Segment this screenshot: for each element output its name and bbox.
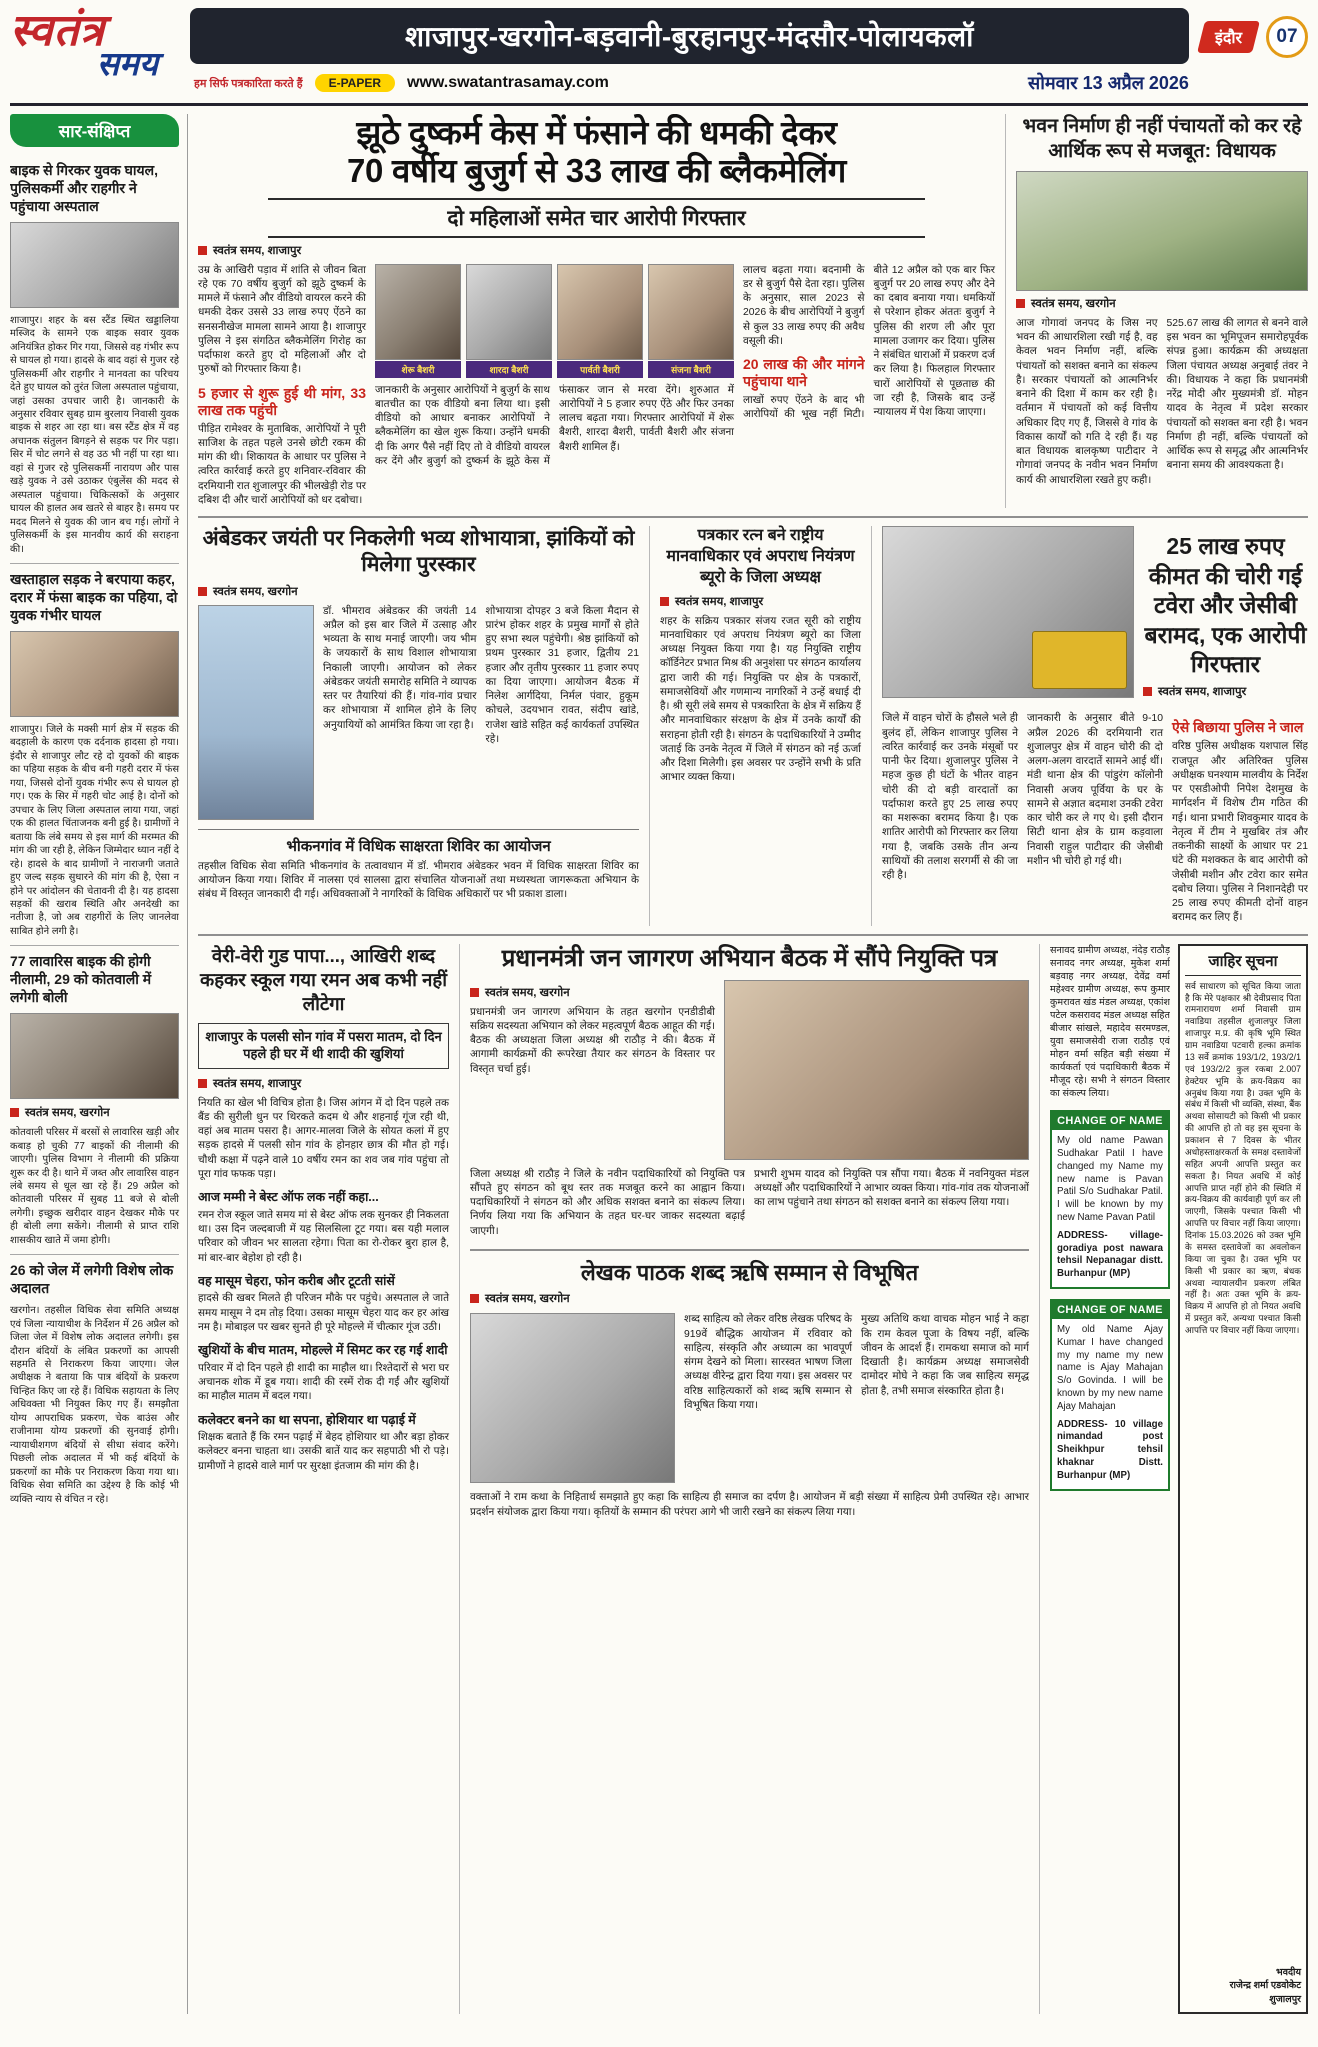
brief-body: शाजापुर। जिले के मक्सी मार्ग क्षेत्र में सड़क की बदहाली के कारण एक दर्दनाक हादसा हो गया। इंदौर से शाजापुर लौट रहे दो युवकों की बाइक का पहिया सड़क के बीच बनी गहरी दरार में फंस गया, जिससे दोनों युवक गंभीर रूप से घायल हो गए। एक के सिर में गहरी चोट आई है। दोनों को उपचार के लिए जिला अस्पताल लाया गया, जहां एक की हालत चिंताजनक बनी हुई है। ग्रामीणों ने बताया कि लंबे समय से इस मार्ग की मरम्मत की मांग की जा रही है, लेकिन जिम्मेदार ध्यान नहीं दे रहे। हादसे के बाद ग्रामीणों ने नाराजगी जताते हुए जल्द सड़क सुधारने की मांग की है, ऐसा न होने पर आंदोलन की चेतावनी दी है। यह हादसा सड़कों की खराब स्थिति और अनदेखी का नतीजा है, जो अब राहगीरों के लिए जानलेवा साबित होने लगी है। <box>10 723 179 937</box>
lead-headline-line2: 70 वर्षीय बुजुर्ग से 33 लाख की ब्लैकमेलिंग <box>346 152 847 190</box>
region-bar: शाजापुर-खरगोन-बड़वानी-बुरहानपुर-मंदसौर-पोलायकलॉ <box>190 8 1189 64</box>
lead-photo-block <box>375 264 734 509</box>
felicitation-photo <box>470 1313 675 1483</box>
bhoomipujan-event-photo <box>1016 171 1308 291</box>
news-brief-column <box>10 114 188 2014</box>
masthead-title-bottom: समय <box>96 43 158 83</box>
accident-victim-photo <box>10 222 179 308</box>
mla-headline: भवन निर्माण ही नहीं पंचायतों को कर रहे आर्थिक रूप से मजबूत: विधायक <box>1022 115 1302 162</box>
lead-paragraph: लाखों रुपए ऐंठने के बाद भी आरोपियों की भूख नहीं मिटी। बीते 12 अप्रैल को एक बार फिर बुजुर्ग पर 20 लाख रुपए और देने का दबाव बनाया गया। धमकियों से परेशान होकर अंततः बुजुर्ग ने पुलिस की शरण ली और पूरा मामला उजागर कर दिया। पुलिस ने संबंधित धाराओं में प्रकरण दर्ज कर लिया है। फिलहाल गिरफ्तार चारों आरोपियों से पूछताछ की जा रही है, जिसके बाद उन्हें न्यायालय में पेश किया जाएगा। <box>743 264 995 421</box>
accused-name-tag: पार्वती बैशरी <box>557 361 643 378</box>
theft-headline-block <box>1143 526 1308 705</box>
byline-square-icon <box>10 1108 19 1117</box>
raman-deck: शाजापुर के पलसी सोन गांव में पसरा मातम, दो दिन पहले ही घर में थी शादी की खुशियां <box>198 1023 449 1069</box>
brief-article-bad-road <box>10 564 179 946</box>
lekhak-column-3: वक्ताओं ने राम कथा के निहितार्थ समझाते हुए कहा कि साहित्य ही समाज का दर्पण है। आयोजन में बड़ी संख्या में साहित्य प्रेमी उपस्थित रहे। आभार प्रदर्शन संयोजक द्वारा किया गया। कृतियों के सम्मान की परंपरा आगे भी जारी रखने का संकल्प लिया गया। <box>470 1492 1029 1518</box>
raman-paragraph: हादसे की खबर मिलते ही परिजन मौके पर पहुंचे। अस्पताल ले जाते समय मासूम ने दम तोड़ दिया। उसका मासूम चेहरा याद कर हर आंख नम है। मोबाइल पर खबर सुनते ही पूरे मोहल्ले में चीत्कार गूंज उठी। <box>198 1293 449 1333</box>
accused-name-tag: संजना बैशरी <box>648 361 734 378</box>
header-rule <box>10 103 1308 106</box>
sign-line-2: राजेन्द्र शर्मा एडवोकेट <box>1229 1980 1301 1992</box>
bottom-row <box>198 936 1308 2014</box>
mugshot-1 <box>375 264 461 378</box>
edition-badge: इंदौर <box>1197 21 1260 53</box>
middle-row <box>198 518 1308 936</box>
raman-subhead-2: वह मासूम चेहरा, फोन करीब और टूटती सांसें <box>198 1273 395 1288</box>
mla-column-1: आज गोगावां जनपद के जिस नए भवन की आधारशिला रखी गई है, वह केवल भवन निर्माण नहीं, बल्कि पंचायतों को सशक्त बनाने का संकल्प है। सरकार पंचायतों को आत्मनिर्भर बनाने की दिशा में काम कर रही है। वर्तमान में पंचायतों को कई वित्तीय अधिकार दिए गए हैं, जिससे वे गांव के विकास कार्यों को गति दे रही हैं। यह बात विधायक बालकृष्ण पाटीदार ने गोगावां जनपद के नवीन भवन निर्माण कार्य की आधारशिला रखते हुए कही। <box>1016 317 1158 486</box>
lekhak-column-2: मुख्य अतिथि कथा वाचक मोहन भाई ने कहा कि राम केवल पूजा के विषय नहीं, बल्कि जीवन के आदर्श हैं। रामकथा समाज को मार्ग दिखाती है। कार्यक्रम अध्यक्ष समाजसेवी दामोदर मोघे ने कहा कि जब साहित्य समृद्ध होता है, तभी समाज संस्कारित होता है। <box>861 1314 1029 1397</box>
byline: स्वतंत्र समय, शाजापुर <box>198 243 995 258</box>
change-of-name-address: ADDRESS- 10 village nimandad post Sheikhpur tehsil khaknar Distt. Burhanpur (MP) <box>1057 1418 1163 1481</box>
header-right <box>1201 8 1308 58</box>
jahir-suchna-notice <box>1178 944 1308 2014</box>
byline-square-icon <box>1143 687 1152 696</box>
lekhak-samman-article <box>470 1259 1029 1520</box>
section-divider <box>470 1249 1029 1251</box>
page-number-badge: 07 <box>1266 16 1308 58</box>
mla-columns <box>1016 317 1308 488</box>
mugshot-row <box>375 264 734 378</box>
lead-body-grid <box>198 264 995 509</box>
pm-columns <box>470 1168 1029 1239</box>
lekhak-body-grid <box>470 1313 1029 1483</box>
lead-red-subhead-2: 20 लाख की और मांगने पहुंचाया थाने <box>743 356 865 390</box>
accused-name-tag: शारदा बैशरी <box>466 361 552 378</box>
pm-overflow-text: सनावद ग्रामीण अध्यक्ष, नंदेड़ राठौड़ सनावद नगर अध्यक्ष, मुकेश शर्मा बड़वाह नगर अध्यक्ष, देवेंद्र वर्मा महेश्वर ग्रामीण अध्यक्ष, रूप कुमार कुमरावत खंड मंडल अध्यक्ष, एकांश पटेल कसरावद मंडल अध्यक्ष सहित बीजार सांखले, महादेव सरमण्डल, युवा समाजसेवी राजा राठौड़ एवं मोहन वर्मा सहित बड़ी संख्या में कार्यकर्ता एवं पदाधिकारी बैठक में मौजूद रहे। सभी ने संगठन विस्तार का संकल्प लिया। <box>1050 944 1170 1100</box>
brief-headline: खस्ताहाल सड़क ने बरपाया कहर, दरार में फंसा बाइक का पहिया, दो युवक गंभीर घायल <box>10 571 178 623</box>
patrakar-ratna-article <box>660 526 872 926</box>
theft-columns <box>882 712 1308 925</box>
lead-column-3 <box>743 264 995 509</box>
accused-photo <box>557 264 643 360</box>
pm-jan-jagran-article <box>470 944 1029 1239</box>
byline-square-icon <box>198 246 207 255</box>
change-of-name-box-1 <box>1050 1110 1170 1289</box>
epaper-badge[interactable]: E-PAPER <box>315 74 395 92</box>
theft-headline: 25 लाख रुपए कीमत की चोरी गई टवेरा और जेसीबी बरामद, एक आरोपी गिरफ्तार <box>1144 533 1307 677</box>
top-row <box>198 114 1308 518</box>
lekhak-extra-columns <box>470 1491 1029 1520</box>
bottom-center-column <box>470 944 1040 2014</box>
masthead-logo <box>10 5 178 83</box>
pm-column-1: प्रधानमंत्री जन जागरण अभियान के तहत खरगोन एनडीडीबी सक्रिय सदस्यता अभियान को लेकर महत्वपूर्ण बैठक आहूत की गई। बैठक की अध्यक्षता जिला अध्यक्ष श्री राठौड़ ने की। बैठक में आगामी कार्यक्रमों की रूपरेखा तैयार कर संगठन के विस्तार पर विस्तृत चर्चा हुई। <box>470 1006 715 1075</box>
pm-left-text <box>470 980 715 1160</box>
brief-body: कोतवाली परिसर में बरसों से लावारिस खड़ी और कबाड़ हो चुकी 77 बाइकों की नीलामी की जाएगी। पुलिस विभाग ने नीलामी की प्रक्रिया शुरू कर दी है। थाने में जब्त और लावारिस वाहन लंबे समय से धूल खा रहे हैं। 29 अप्रैल को कोतवाली परिसर में सुबह 11 बजे से बोली लगेगी। इच्छुक खरीदार वाहन देखकर मौके पर ही बोली लगा सकेंगे। नीलामी से प्राप्त राशि शासकीय खाते में जमा होगी। <box>10 1127 179 1246</box>
pm-body-grid <box>470 980 1029 1160</box>
lead-column-1 <box>198 264 366 509</box>
seized-bikes-photo <box>10 1013 179 1099</box>
accused-photo <box>466 264 552 360</box>
theft-top-block <box>882 526 1308 705</box>
patrakar-body: शहर के सक्रिय पत्रकार संजय रजत सूरी को राष्ट्रीय मानवाधिकार एवं अपराध नियंत्रण ब्यूरो का जिला अध्यक्ष नियुक्त किया गया है। यह नियुक्ति राष्ट्रीय कॉर्डिनेटर प्रभात मिश्र की अनुशंसा पर संगठन कार्यालय द्वारा जारी की गई। नियुक्ति पर क्षेत्र के पत्रकारों, समाजसेवियों और गणमान्य नागरिकों ने उन्हें बधाई दी है। श्री सूरी लंबे समय से पत्रकारिता के क्षेत्र में सक्रिय हैं और मानवाधिकार संरक्षण के क्षेत्र में उनके कार्यों की सराहना होती रही है। संगठन के पदाधिकारियों ने उम्मीद जताई कि उनके नेतृत्व में जिले में संगठन को नई ऊर्जा और दिशा मिलेगी। इस अवसर पर उन्होंने सभी के प्रति आभार व्यक्त किया। <box>660 615 861 784</box>
patrakar-headline: पत्रकार रत्न बने राष्ट्रीय मानवाधिकार एवं अपराध नियंत्रण ब्यूरो के जिला अध्यक्ष <box>666 527 855 586</box>
header-subrow <box>190 71 1189 95</box>
byline-square-icon <box>470 988 479 997</box>
byline-square-icon <box>660 597 669 606</box>
raman-paragraph: परिवार में दो दिन पहले ही शादी का माहौल था। रिश्तेदारों से भरा घर अचानक शोक में डूब गया। शादी की रस्में रोक दी गईं और खुशियों का माहौल मातम में बदल गया। <box>198 1362 449 1403</box>
theft-column-3 <box>1172 712 1308 925</box>
page-header <box>10 5 1308 95</box>
byline: स्वतंत्र समय, खरगोन <box>1016 296 1308 311</box>
brief-headline: 26 को जेल में लगेगी विशेष लोक अदालत <box>10 1262 174 1297</box>
jahir-suchna-signature <box>1185 1966 1301 2007</box>
main-area <box>198 114 1308 2014</box>
theft-column-2: जानकारी के अनुसार बीते 9-10 अप्रैल 2026 की दरमियानी रात शुजालपुर क्षेत्र में वाहन चोरी की दो अलग-अलग वारदातें सामने आई थीं। मंडी थाना क्षेत्र की पांडुरंग कॉलोनी निवासी अजय पूर्विया के घर के सामने से अज्ञात बदमाश उनकी टवेरा कार चोरी कर ले गए थे। इसी दौरान सिटी थाना क्षेत्र के ग्राम कड़वाला निवासी राहुल पाटीदार की जेसीबी मशीन भी चोरी हो गई थी। <box>1027 713 1163 867</box>
jahir-suchna-header: जाहिर सूचना <box>1185 951 1301 976</box>
masthead-title-top: स्वतंत्र <box>10 5 105 56</box>
raman-tragedy-article <box>198 944 460 2014</box>
theft-column-1: जिले में वाहन चोरों के हौसले भले ही बुलंद हों, लेकिन शाजापुर पुलिस ने त्वरित कार्रवाई कर उनके मंसूबों पर पानी फेर दिया। शुजालपुर पुलिस ने महज कुछ ही घंटों के भीतर वाहन चोरी की दो बड़ी वारदातों का पर्दाफाश करते हुए 25 लाख रुपए का मशरूका बरामद किया है। एक शातिर आरोपी को गिरफ्तार कर लिया गया है, जबकि उसके तीन अन्य साथियों की तलाश सरगर्मी से की जा रही है। <box>882 713 1018 882</box>
byline: स्वतंत्र समय, खरगोन <box>198 584 639 599</box>
mla-column-2: 525.67 लाख की लागत से बनने वाले इस भवन का भूमिपूजन समारोहपूर्वक संपन्न हुआ। कार्यक्रम की अध्यक्षता जिला पंचायत अध्यक्ष अनुबाई तंवर ने की। विधायक ने कहा कि प्रधानमंत्री नरेंद्र मोदी और मुख्यमंत्री डॉ. मोहन यादव के नेतृत्व में प्रदेश सरकार पंचायतों को सशक्त बना रही है। भवन निर्माण ही नहीं, बल्कि पंचायतों को आर्थिक रूप से समृद्ध और आत्मनिर्भर बनाना समय की आवश्यकता है। <box>1166 317 1308 472</box>
raman-subhead-3: खुशियों के बीच मातम, मोहल्ले में सिमट कर रह गई शादी <box>198 1343 448 1358</box>
theft-column-3-text: वरिष्ठ पुलिस अधीक्षक यशपाल सिंह राजपूत और अतिरिक्त पुलिस अधीक्षक घनश्याम मालवीय के निर्देश पर एसडीओपी निपेश देशमुख के मार्गदर्शन में विशेष टीम गठित की गई। थाना प्रभारी शिवकुमार यादव के नेतृत्व में टीम ने मुखबिर तंत्र और तकनीकी साक्ष्यों के आधार पर 21 घंटे की मशक्कत के बाद आरोपी को जेसीबी मशीन और टवेरा कार समेत दबोच लिया। पुलिस ने निशानदेही पर 25 लाख रुपए कीमती दोनों वाहन बरामद कर लिए हैं। <box>1172 741 1308 924</box>
change-of-name-body: My old Name Ajay Kumar I have changed my my name my new name is Ajay Mahajan S/o Govinda. I will be known by my new name Ajay Mahajan <box>1057 1324 1163 1412</box>
brief-body: शाजापुर। शहर के बस स्टैंड स्थित खड्डालिया मस्जिद के सामने एक बाइक सवार युवक अनियंत्रित होकर गिर गया, जिससे वह गंभीर रूप से घायल हो गया। हादसे के बाद वहां से गुजर रहे पुलिसकर्मी और राहगीर ने मानवता का परिचय देते हुए घायल को तुरंत जिला अस्पताल पहुंचाया, जहां उसका उपचार जारी है। जानकारी के अनुसार रविवार सुबह ग्राम बुरलाय निवासी युवक बाइक से शहर आ रहा था। बस स्टैंड क्षेत्र में वह अचानक संतुलन बिगड़ने से सड़क पर गिर पड़ा। सिर में चोट लगने से वह उठ भी नहीं पा रहा था। वहां से गुजर रहे पुलिसकर्मी नारायण और पास खड़े युवक ने उसे उठाकर एंबुलेंस की मदद से अस्पताल पहुंचाया। चिकित्सकों के अनुसार घायल की हालत अब खतरे से बाहर है। समय पर मदद मिलने से युवक की जान बच गई। लोगों ने पुलिसकर्मी के इस मानवीय कार्य की सराहना की। <box>10 314 179 555</box>
road-accident-photo <box>10 631 179 717</box>
lead-article-blackmail <box>198 114 1006 508</box>
raman-subhead-4: कलेक्टर बनने का था सपना, होशियार था पढ़ाई में <box>198 1412 416 1427</box>
vehicle-theft-article <box>882 526 1308 926</box>
byline: स्वतंत्र समय, शाजापुर <box>1143 684 1308 699</box>
ambedkar-body-grid <box>198 605 639 820</box>
brief-body: खरगोन। तहसील विधिक सेवा समिति अध्यक्ष एवं जिला न्यायाधीश के निर्देशन में 26 अप्रैल को जिला जेल में विशेष लोक अदालत लगेगी। इस दौरान बंदियों के लंबित प्रकरणों का आपसी सहमति से निराकरण किया जाएगा। जेल अधीक्षक ने बताया कि पात्र बंदियों के प्रकरण चिन्हित किए जा रहे हैं। विधिक सहायता के लिए अधिवक्ता भी नियुक्त किए गए हैं। समझौता योग्य आपराधिक प्रकरण, चेक बाउंस और राजीनामा योग्य प्रकरणों की सुनवाई होगी। न्यायाधीशगण बंदियों से सीधा संवाद करेंगे। पिछली लोक अदालत में भी कई बंदियों के प्रकरणों का मौके पर निराकरण किया गया था। विधिक सेवा समिति का उद्देश्य है कि कोई भी व्यक्ति न्याय से वंचित न रहे। <box>10 1305 179 1505</box>
ambedkar-statue-photo <box>198 605 314 820</box>
change-of-name-address: ADDRESS- village- goradiya post nawara tehsil Nepanagar distt. Burhanpur (MP) <box>1057 1229 1163 1280</box>
change-of-name-header: CHANGE OF NAME <box>1052 1301 1168 1319</box>
pm-headline: प्रधानमंत्री जन जागरण अभियान बैठक में सौंपे नियुक्ति पत्र <box>501 944 998 972</box>
byline: स्वतंत्र समय, खरगोन <box>470 1291 1029 1306</box>
classifieds-column <box>1050 944 1308 2014</box>
change-of-name-box-2 <box>1050 1299 1170 1491</box>
brief-article-lok-adalat <box>10 1255 179 1513</box>
header-middle <box>190 8 1189 95</box>
accused-name-tag: शेरू बैशरी <box>375 361 461 378</box>
raman-paragraph: शिक्षक बताते हैं कि रमन पढ़ाई में बेहद होशियार था और बड़ा होकर कलेक्टर बनना चाहता था। उसकी बातें याद कर सहपाठी भी रो पड़े। ग्रामीणों ने हादसे वाले मार्ग पर सुरक्षा इंतजाम की मांग की है। <box>198 1432 449 1472</box>
change-of-name-body: My old name Pawan Sudhakar Patil I have changed my Name my new name is Pavan Patil S/o Sudhakar Patil. I will be known by my new Name Pavan Patil <box>1057 1135 1163 1224</box>
name-change-column <box>1050 944 1170 2014</box>
raman-headline: वेरी-वेरी गुड पापा..., आखिरी शब्द कहकर स्कूल गया रमन अब कभी नहीं लौटेगा <box>199 944 447 1014</box>
ambedkar-column-2: शोभायात्रा दोपहर 3 बजे किला मैदान से प्रारंभ होकर शहर के प्रमुख मार्गों से होते हुए सभा स्थल पहुंचेगी। श्रेष्ठ झांकियों को प्रथम पुरस्कार 31 हजार, द्वितीय 21 हजार और तृतीय पुरस्कार 11 हजार रुपए का दिया जाएगा। आयोजन बैठक में निलेश आर्गदिया, निर्मल पंवार, हुकूम कोचले, उदयभान रावत, संदीप खांडे, राजेश खांडे सहित कई कार्यकर्ता उपस्थित रहे। <box>485 605 639 745</box>
website-link[interactable]: www.swatantrasamay.com <box>407 74 609 91</box>
accused-photo <box>375 264 461 360</box>
raman-body <box>198 1097 449 1474</box>
mugshot-3 <box>557 264 643 378</box>
mugshot-4 <box>648 264 734 378</box>
lekhak-column-1: शब्द साहित्य को लेकर वरिष्ठ लेखक परिषद के 919वें बौद्धिक आयोजन में रविवार को साहित्य, संस्कृति और अध्यात्म का भावपूर्ण संगम देखने को मिला। सारस्वत भाषण जिला अध्यक्ष वीरेन्द्र द्वारा दिया गया। इस अवसर पर वरिष्ठ साहित्यकारों को शब्द ऋषि सम्मान से विभूषित किया गया। <box>684 1314 852 1411</box>
byline-square-icon <box>470 1294 479 1303</box>
byline-square-icon <box>1016 299 1025 308</box>
brief-article-bike-auction <box>10 946 179 1255</box>
byline: स्वतंत्र समय, शाजापुर <box>198 1076 449 1091</box>
raman-subhead-1: आज मम्मी ने बेस्ट ऑफ लक नहीं कहा... <box>198 1190 379 1205</box>
change-of-name-header: CHANGE OF NAME <box>1052 1112 1168 1130</box>
mugshot-2 <box>466 264 552 378</box>
pm-column-2: जिला अध्यक्ष श्री राठौड़ ने जिले के नवीन पदाधिकारियों को नियुक्ति पत्र सौंपते हुए संगठन को बूथ स्तर तक मजबूत करने का आह्वान किया। पदाधिकारियों ने संगठन को और अधिक सशक्त बनाने का संकल्प लिया। निर्णय लिया गया कि अभियान के तहत घर-घर जाकर सदस्यता बढ़ाई जाएगी। <box>470 1168 745 1237</box>
edition-date: सोमवार 13 अप्रैल 2026 <box>1028 73 1189 93</box>
brief-headline: बाइक से गिरकर युवक घायल, पुलिसकर्मी और राहगीर ने पहुंचाया अस्पताल <box>10 162 159 214</box>
mla-bhoomipujan-article <box>1016 114 1308 508</box>
appointment-letter-photo <box>724 980 1029 1160</box>
pm-column-3: प्रभारी शुभम यादव को नियुक्ति पत्र सौंपा गया। बैठक में नवनियुक्त मंडल अध्यक्षों और पदाधिकारियों ने आभार व्यक्त किया। गांव-गांव तक योजनाओं का लाभ पहुंचाने तथा संगठन को सशक्त बनाने का संकल्प लिया गया। <box>754 1168 1029 1209</box>
news-brief-header: सार-संक्षिप्त <box>10 114 179 147</box>
byline-square-icon <box>198 587 207 596</box>
lead-paragraph: लालच बढ़ता गया। बदनामी के डर से बुजुर्ग पैसे देता रहा। पुलिस के अनुसार, साल 2023 से 2026 के बीच आरोपियों ने बुजुर्ग से कुल 33 लाख रुपए की अवैध वसूली की। <box>743 264 865 347</box>
theft-red-subhead: ऐसे बिछाया पुलिस ने जाल <box>1172 719 1304 736</box>
lead-paragraph: पीड़ित रामेश्वर के मुताबिक, आरोपियों ने पूरी साजिश के तहत पहले उनसे छोटी रकम की मांग की थी। शिकायत के आधार पर पुलिस ने त्वरित कार्रवाई करते हुए शनिवार-रविवार की दरमियानी रात शुजालपुर की भीलखेड़ी रोड पर दबिश दी और चारों आरोपियों को धर दबोचा। <box>198 423 366 506</box>
lead-right-text <box>743 264 995 423</box>
jcb-machine-shape <box>1032 631 1127 689</box>
ambedkar-column-1: डॉ. भीमराव अंबेडकर की जयंती 14 अप्रैल को इस बार जिले में उत्साह और भव्यता के साथ मनाई जाएगी। जय भीम के जयकारों के साथ विशाल शोभायात्रा निकाली जाएगी। आयोजन को लेकर अंबेडकर जयंती समारोह समिति ने व्यापक स्तर पर तैयारियां की हैं। गांव-गांव प्रचार कर शोभायात्रा में शामिल होने के लिए अनुयायियों को आमंत्रित किया जा रहा है। <box>323 605 477 731</box>
lead-middle-text: जानकारी के अनुसार आरोपियों ने बुजुर्ग के साथ बातचीत का एक वीडियो बना लिया था। इसी वीडियो को आधार बनाकर आरोपियों ने ब्लैकमेलिंग का खेल शुरू किया। उन्होंने धमकी दी कि अगर पैसे नहीं दिए तो वे वीडियो वायरल कर देंगे और बुजुर्ग को दुष्कर्म के झूठे केस में फंसाकर जान से मरवा देंगे। शुरुआत में आरोपियों ने 5 हजार रुपए ऐंठे और फिर उनका लालच बढ़ता गया। गिरफ्तार आरोपियों में शेरू बैशरी, शारदा बैशरी, पार्वती बैशरी और संजना बैशरी शामिल हैं। <box>375 384 734 467</box>
brief-article-accident <box>10 155 179 564</box>
raman-paragraph: नियति का खेल भी विचित्र होता है। जिस आंगन में दो दिन पहले तक बैंड की सुरीली धुन पर थिरकते कदम थे और शहनाई गूंज रही थी, वहां अब मातम पसरा है। आगर-मालवा जिले के सोयत कलां में हुए सड़क हादसे में पलसी सोन गांव के होनहार छात्र की मौत हो गई। चौथी कक्षा में पढ़ने वाले 10 वर्षीय रमन का शव जब गांव पहुंचा तो पूरा गांव फफक पड़ा। <box>198 1097 449 1180</box>
lead-headline-line1: झूठे दुष्कर्म केस में फंसाने की धमकी देकर <box>356 114 837 151</box>
masthead-tagline: हम सिर्फ पत्रकारिता करते हैं <box>194 77 303 90</box>
byline: स्वतंत्र समय, खरगोन <box>10 1105 179 1120</box>
legal-literacy-sub-article <box>198 829 639 903</box>
sign-line-1: भवदीय <box>1276 1966 1301 1978</box>
jahir-suchna-body: सर्व साधारण को सूचित किया जाता है कि मेरे पक्षकार श्री देवीप्रसाद पिता रामनारायण शर्मा निवासी ग्राम नवाडिया तहसील शुजालपुर जिला शाजापुर म.प्र. की कृषि भूमि स्थित ग्राम नवाडिया पटवारी हल्का क्रमांक 13 सर्वे क्रमांक 193/1/2, 193/2/1 एवं 193/2/2 कुल रकबा 2.007 हेक्टेयर भूमि के क्रय-विक्रय का अनुबंध किया गया है। उक्त भूमि के संबंध में किसी भी व्यक्ति, संस्था, बैंक अथवा सोसायटी को किसी भी प्रकार की आपत्ति हो तो वह इस सूचना के प्रकाशन से 7 दिवस के भीतर अधोहस्ताक्षरकर्ता के समक्ष दस्तावेजों सहित अपनी आपत्ति प्रस्तुत कर सकता है। नियत अवधि में कोई आपत्ति प्राप्त नहीं होने की स्थिति में क्रय-विक्रय की कार्यवाही पूर्ण कर ली जाएगी, जिसके पश्चात किसी भी आपत्ति पर विचार नहीं किया जाएगा। दिनांक 15.03.2026 को उक्त भूमि के समस्त दस्तावेजों का अवलोकन किया जा चुका है। उक्त भूमि पर किसी भी प्रकार का ऋण, बंधक अथवा न्यायालयीन प्रकरण लंबित नहीं है। अतः उक्त भूमि के क्रय-विक्रय में आपत्ति हो तो नियत अवधि में प्रस्तुत करें, अन्यथा पश्चात किसी आपत्ति पर विचार नहीं किया जाएगा। <box>1185 980 1301 1336</box>
ambedkar-jayanti-article <box>198 526 650 926</box>
page-content <box>10 114 1308 2014</box>
lead-deck: दो महिलाओं समेत चार आरोपी गिरफ्तार <box>268 198 925 238</box>
lekhak-headline: लेखक पाठक शब्द ऋषि सम्मान से विभूषित <box>580 1259 919 1285</box>
byline: स्वतंत्र समय, खरगोन <box>470 985 715 1000</box>
accused-photo <box>648 264 734 360</box>
sub-article-body: तहसील विधिक सेवा समिति भीकनगांव के तत्वावधान में डॉ. भीमराव अंबेडकर भवन में विधिक साक्षरता शिविर का आयोजन किया गया। शिविर में नालसा एवं सालसा द्वारा संचालित योजनाओं तथा मध्यस्थता जागरूकता अभियान के संबंध में विस्तृत जानकारी दी गई। अधिवक्ताओं ने नागरिकों के विधिक अधिकारों पर भी प्रकाश डाला। <box>198 860 639 901</box>
recovered-vehicles-photo <box>882 526 1134 698</box>
byline-square-icon <box>198 1079 207 1088</box>
raman-paragraph: रमन रोज स्कूल जाते समय मां से बेस्ट ऑफ लक सुनकर ही निकलता था। उस दिन जल्दबाजी में यह सिलसिला टूट गया। बस यही मलाल परिवार को जीवन भर सालता रहेगा। पिता का रो-रोकर बुरा हाल है, मां बार-बार बेहोश हो रही है। <box>198 1209 449 1264</box>
sub-article-headline: भीकनगांव में विधिक साक्षरता शिविर का आयोजन <box>286 837 551 855</box>
brief-headline: 77 लावारिस बाइक की होगी नीलामी, 29 को कोतवाली में लगेगी बोली <box>10 953 152 1006</box>
byline: स्वतंत्र समय, शाजापुर <box>660 594 861 609</box>
ambedkar-headline: अंबेडकर जयंती पर निकलेगी भव्य शोभायात्रा, झांकियों को मिलेगा पुरस्कार <box>202 527 635 577</box>
lead-paragraph: उम्र के आखिरी पड़ाव में शांति से जीवन बिता रहे एक 70 वर्षीय बुजुर्ग को झूठे दुष्कर्म के मामले में फंसाने और वीडियो वायरल करने की धमकी देकर उससे 33 लाख रुपए ऐंठने का सनसनीखेज मामला सामने आया है। शाजापुर पुलिस ने इस संगठित ब्लैकमेलिंग गिरोह का पर्दाफाश करते हुए दो महिलाओं और दो पुरुषों को गिरफ्तार किया है। <box>198 264 366 376</box>
sign-line-3: शुजालपुर <box>1269 1994 1301 2006</box>
lead-red-subhead-1: 5 हजार से शुरू हुई थी मांग, 33 लाख तक पहुंची <box>198 384 366 418</box>
